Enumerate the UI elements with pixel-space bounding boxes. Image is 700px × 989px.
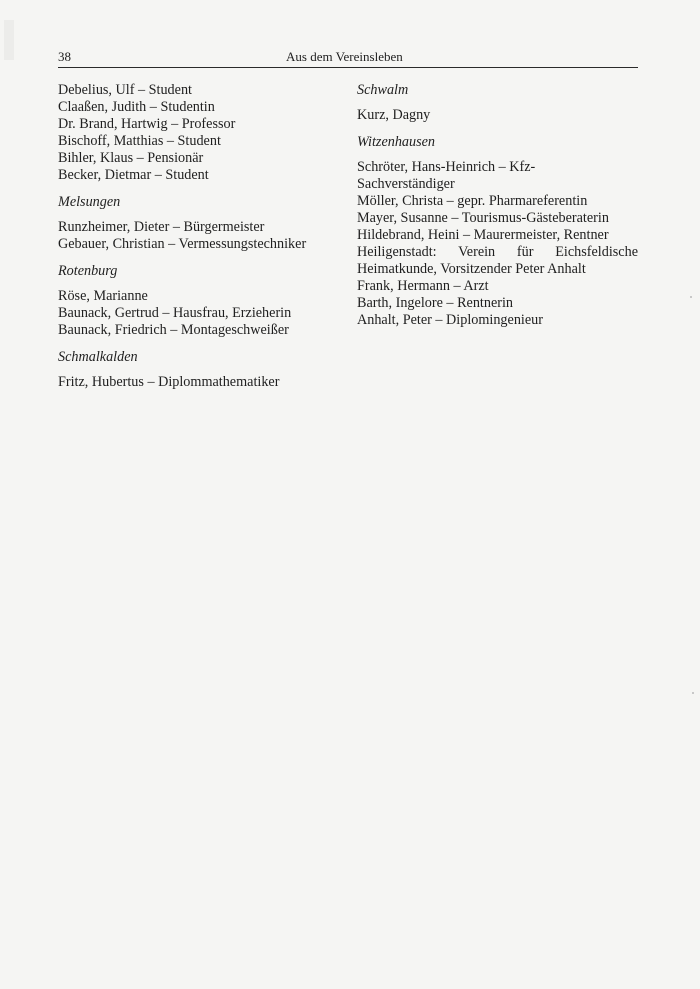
- list-item: Heimatkunde, Vorsitzender Peter Anhalt: [357, 261, 586, 277]
- list-item: Frank, Hermann – Arzt: [357, 278, 489, 294]
- list-item: Kurz, Dagny: [357, 107, 431, 123]
- entry-list: [58, 374, 348, 391]
- margin-speck: [692, 692, 694, 694]
- margin-speck: [690, 296, 692, 298]
- intro-entry-list: [58, 82, 348, 184]
- list-item: Bihler, Klaus – Pensionär: [58, 150, 204, 166]
- section-rotenburg: [58, 263, 348, 339]
- list-item: Sachverständiger: [357, 176, 455, 192]
- list-item: Baunack, Friedrich – Montageschweißer: [58, 322, 289, 338]
- right-column: [357, 82, 638, 329]
- scan-margin-shadow: [4, 20, 14, 60]
- section-heading: Schwalm: [357, 82, 409, 98]
- entry-list: [58, 288, 348, 339]
- list-item: Mayer, Susanne – Tourismus-Gästeberaterin: [357, 210, 609, 226]
- list-item: Anhalt, Peter – Diplomingenieur: [357, 312, 543, 328]
- list-item: Runzheimer, Dieter – Bürgermeister: [58, 219, 265, 235]
- section-heading: Rotenburg: [58, 263, 118, 279]
- list-item: Schröter, Hans-Heinrich – Kfz-: [357, 159, 536, 175]
- running-title: Aus dem Vereinsleben: [286, 49, 403, 64]
- list-item: Hildebrand, Heini – Maurermeister, Rentner: [357, 227, 609, 243]
- list-item: Möller, Christa – gepr. Pharmareferentin: [357, 193, 588, 209]
- entry-list: [357, 159, 638, 329]
- entry-list: [357, 107, 638, 124]
- list-item: Fritz, Hubertus – Diplommathematiker: [58, 374, 280, 390]
- page-number: 38: [58, 49, 71, 64]
- section-schmalkalden: [58, 349, 348, 391]
- list-item: Claaßen, Judith – Studentin: [58, 99, 215, 115]
- list-item: Becker, Dietmar – Student: [58, 167, 209, 183]
- section-heading: Melsungen: [58, 194, 121, 210]
- list-item: Baunack, Gertrud – Hausfrau, Erzieherin: [58, 305, 292, 321]
- list-item: Heiligenstadt: Verein für Eichsfeldische: [357, 244, 638, 260]
- left-column: [58, 82, 348, 391]
- list-item: Bischoff, Matthias – Student: [58, 133, 221, 149]
- list-item: Barth, Ingelore – Rentnerin: [357, 295, 514, 311]
- list-item: Röse, Marianne: [58, 288, 148, 304]
- section-heading: Witzenhausen: [357, 134, 436, 150]
- page-header: [58, 49, 638, 68]
- entry-list: [58, 219, 348, 253]
- list-item: Debelius, Ulf – Student: [58, 82, 192, 98]
- section-schwalm: [357, 82, 638, 124]
- section-witzenhausen: [357, 134, 638, 329]
- section-heading: Schmalkalden: [58, 349, 138, 365]
- list-item: Gebauer, Christian – Vermessungstechniker: [58, 236, 307, 252]
- section-melsungen: [58, 194, 348, 253]
- list-item: Dr. Brand, Hartwig – Professor: [58, 116, 236, 132]
